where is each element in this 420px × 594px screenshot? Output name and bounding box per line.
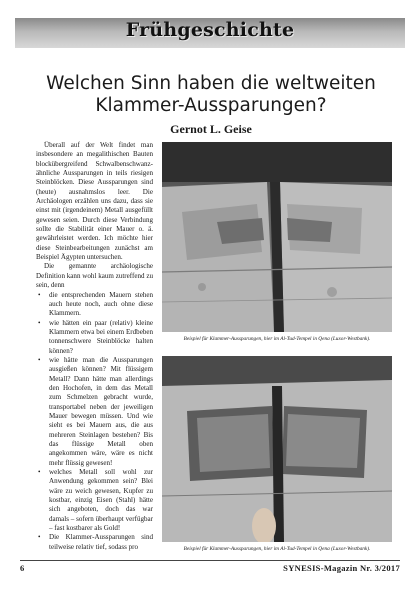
argument-item: • die entsprechenden Mauern stehen auch heute noch, auch ohne diese Klammern. bbox=[36, 291, 153, 319]
argument-item: • welches Metall soll wohl zur Anwendung gekommen sein? Blei wäre zu weich gewesen, Kupfer zu kostbar, einzig Eisen (Stahl) hätte sich angeboten, doch das war damals – sofern überhaupt verfügbar – fast kostbarer als Gold! bbox=[36, 468, 153, 533]
magazine-name: SYNESIS-Magazin Nr. 3/2017 bbox=[283, 563, 400, 573]
photo-stone-cramp-slots-2 bbox=[162, 356, 392, 542]
argument-item: • Die Klammer-Aussparungen sind teilweise relativ tief, sodass pro bbox=[36, 533, 153, 552]
argument-list bbox=[36, 291, 153, 553]
page-number: 6 bbox=[20, 563, 25, 573]
photo-caption-1: Beispiel für Klammer-Aussparungen, hier im Al-Tud-Tempel in Qena (Luxor-Westbank). bbox=[183, 336, 371, 342]
argument-item: • wie hätten ein paar (relativ) kleine Klammern etwa bei einem Erdbeben tonnenschwere Steinblöcke halten können? bbox=[36, 319, 153, 356]
article-title-line-2: Klammer-Aussparungen? bbox=[95, 95, 327, 116]
author-byline: Gernot L. Geise bbox=[170, 122, 252, 136]
photo-caption-2: Beispiel für Klammer-Aussparungen, hier im Al-Tud-Tempel in Qena (Luxor-Westbank). bbox=[183, 546, 371, 552]
footer-divider bbox=[20, 560, 400, 561]
intro-paragraph: Überall auf der Welt findet man insbesondere an megalithischen Bauten blockübergreifend Schwalbenschwanz-ähnliche Aussparungen in teils riesigen Steinblöcken. Diese Aussparungen sind (heute) ausnahmslos leer. Die Archäologen erzählen uns dazu, dass sie einst mit (irgendeinem) Metall ausgefüllt gewesen seien. Durch diese Verbindung sollte die Stabilität einer Mauer o. ä. gewährleistet werden. Ich möchte hier diese Steinbearbeitungen zunächst am Beispiel Ägypten untersuchen. bbox=[36, 141, 153, 262]
definition-paragraph: Die gemannte archäologische Definition kann wohl kaum zutreffend zu sein, denn bbox=[36, 262, 153, 290]
section-title: Frühgeschichte bbox=[125, 19, 295, 41]
photo-stone-cramp-slots-1 bbox=[162, 142, 392, 332]
article-title bbox=[20, 73, 402, 117]
article-title-line-1: Welchen Sinn haben die weltweiten bbox=[46, 73, 376, 94]
article-body-column bbox=[36, 141, 153, 552]
section-header-bar bbox=[15, 18, 405, 48]
argument-item: • wie hätte man die Aussparungen ausgießen können? Mit flüssigem Metall? Dann hätte man allerdings den Hochofen, in dem das Metall zum Schmelzen gebracht wurde, transportabel neben der jeweiligen Mauer bewegen müssen. Und wie sieht es bei Mauern aus, die aus mehreren Steinlagen bestehen? Bis das flüssige Metall oben angekommen wäre, wäre es nicht mehr flüssig gewesen! bbox=[36, 356, 153, 468]
